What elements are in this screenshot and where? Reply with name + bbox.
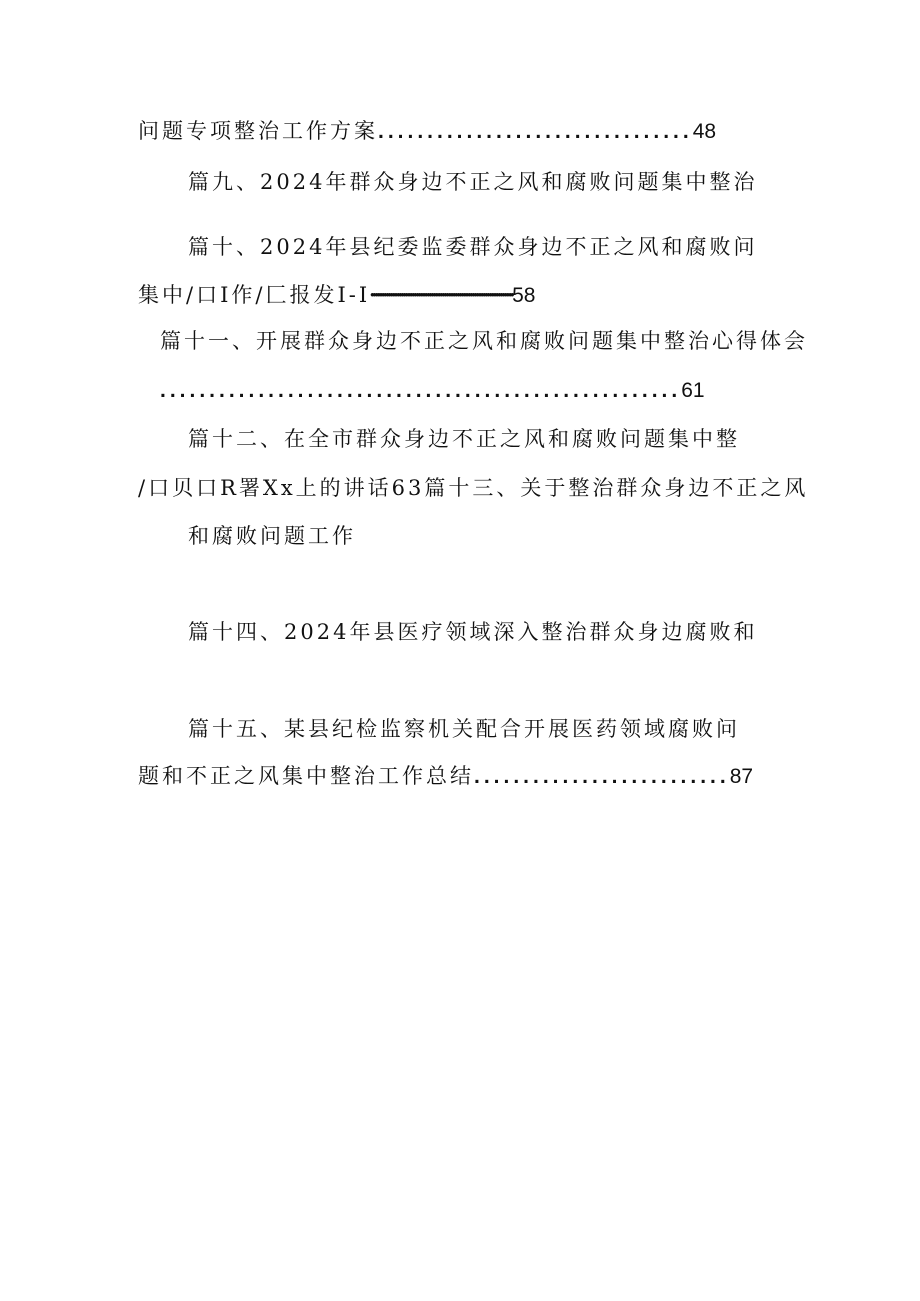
- toc-entry-title: 篇十一、开展群众身边不正之风和腐败问题集中整治心得体会: [160, 329, 808, 353]
- toc-entry[interactable]: [188, 425, 740, 453]
- toc-entry[interactable]: [188, 233, 757, 261]
- toc-page-number: 58: [512, 284, 536, 307]
- toc-entry[interactable]: [138, 117, 716, 146]
- toc-entry-title: 问题专项整治工作方案: [138, 119, 378, 143]
- toc-page-number: 87: [729, 765, 754, 788]
- toc-leader-dots: ................................: [378, 120, 693, 143]
- toc-leader-dots: ..........................: [474, 765, 730, 788]
- toc-entry-title: 篇十二、在全市群众身边不正之风和腐败问题集中整: [188, 427, 740, 451]
- toc-entry[interactable]: [188, 715, 740, 743]
- toc-entry-title: 篇十五、某县纪检监察机关配合开展医药领域腐败问: [188, 717, 740, 741]
- toc-entry[interactable]: [188, 168, 757, 196]
- toc-entry-title: 题和不正之风集中整治工作总结: [138, 764, 474, 788]
- toc-entry-title: 集中/口I作/匚报发I-I: [138, 283, 371, 307]
- toc-entry[interactable]: [188, 618, 757, 646]
- toc-entry-title: 和腐败问题工作: [188, 524, 356, 548]
- toc-page-number: 61: [681, 379, 705, 402]
- toc-entry-continuation[interactable]: [138, 474, 808, 502]
- toc-entry-continuation[interactable]: [188, 522, 356, 550]
- toc-entry-title: 篇十四、2024年县医疗领域深入整治群众身边腐败和: [188, 620, 758, 644]
- toc-entry-title: 篇十、2024年县纪委监委群众身边不正之风和腐败问: [188, 235, 758, 259]
- toc-entry-continuation[interactable]: [160, 376, 705, 405]
- toc-entry-title: /口贝口R署Xx上的讲话63篇十三、关于整治群众身边不正之风: [138, 476, 809, 500]
- toc-entry-continuation[interactable]: [138, 762, 753, 791]
- toc-entry-continuation[interactable]: [138, 281, 535, 310]
- toc-entry-title: 篇九、2024年群众身边不正之风和腐败问题集中整治: [188, 170, 758, 194]
- toc-leader-dots: .....................................................: [160, 379, 682, 402]
- toc-entry[interactable]: [160, 327, 808, 355]
- toc-leader-dots: ••••••••••••••••••••••••••••••••••••••••••••••••••••••••••••••••••: [370, 287, 513, 302]
- toc-page-number: 48: [692, 120, 717, 143]
